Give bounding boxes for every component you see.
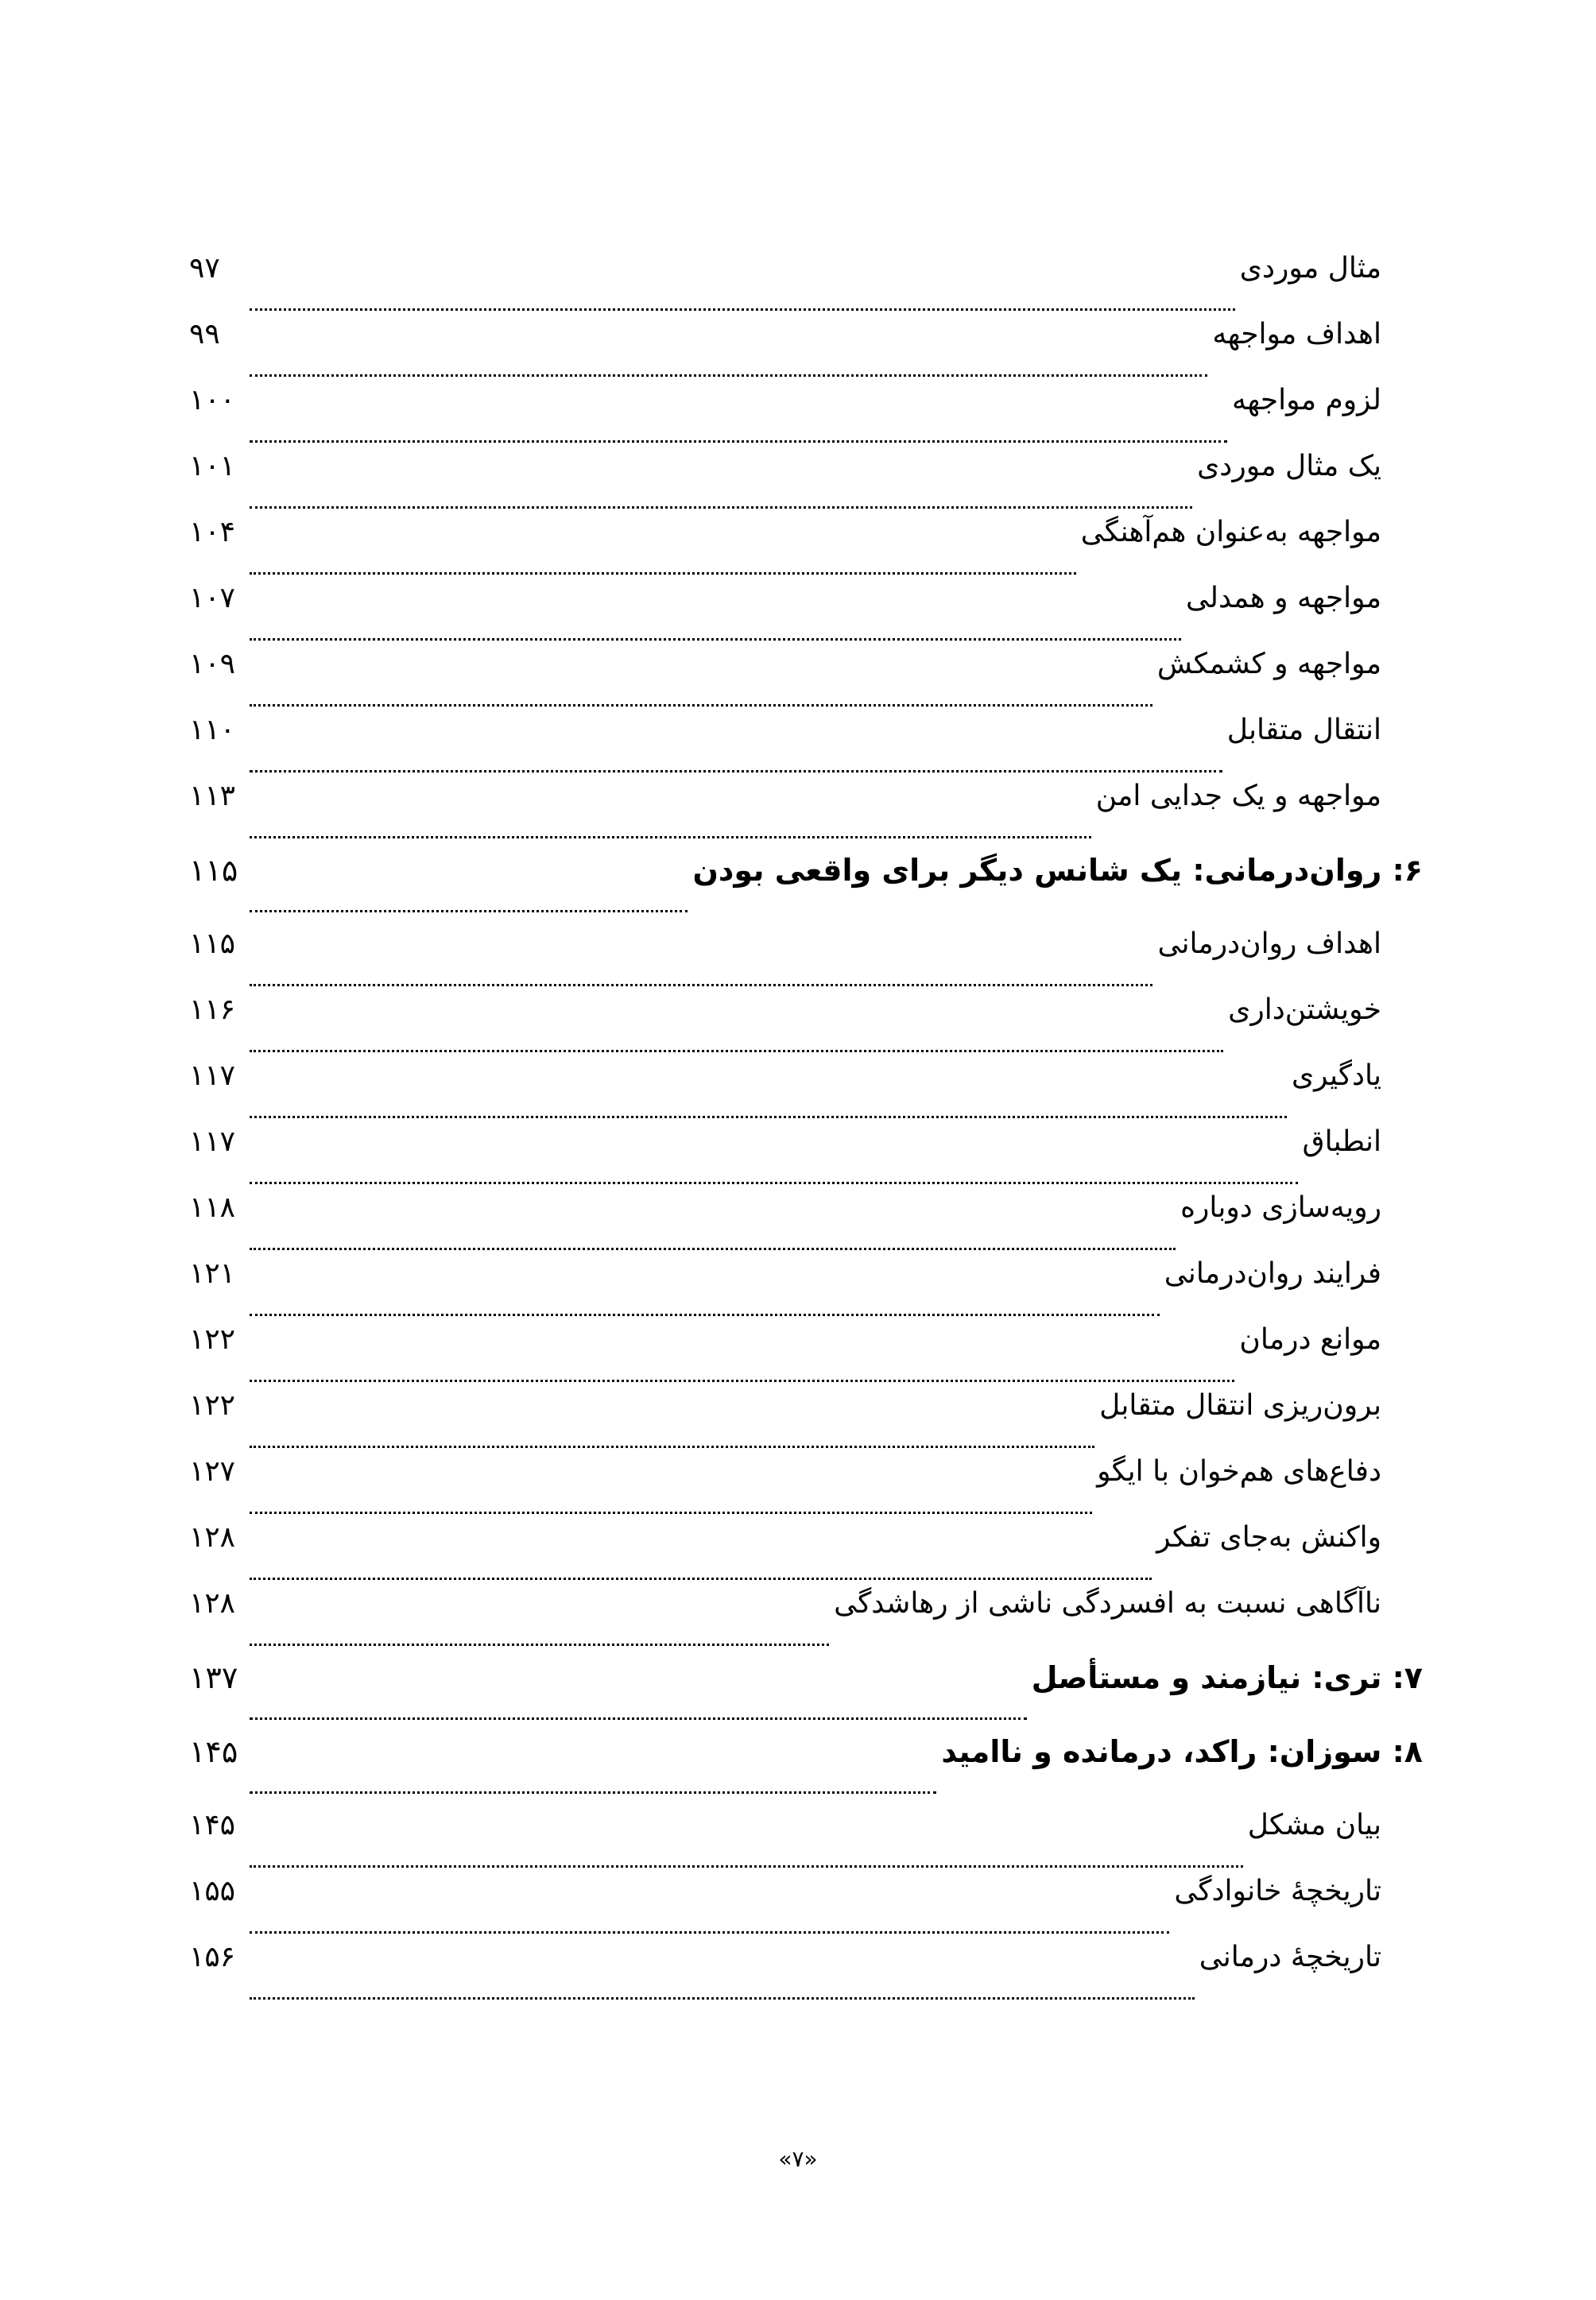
- toc-entry[interactable]: [189, 1390, 1423, 1456]
- toc-entry[interactable]: [189, 319, 1423, 385]
- toc-entry[interactable]: [189, 1060, 1423, 1126]
- toc-entry-page: ۱۰۰: [189, 384, 236, 416]
- toc-leader-dots: [250, 1314, 1160, 1316]
- toc-entry[interactable]: [189, 1456, 1423, 1522]
- toc-entry[interactable]: [189, 1258, 1423, 1324]
- toc-entry-page: ۱۲۲: [189, 1323, 236, 1356]
- toc-entry-title: فرایند روان‌درمانی: [1164, 1257, 1381, 1290]
- toc-leader-dots: [250, 506, 1192, 509]
- toc-entry-title: مواجهه و همدلی: [1186, 582, 1381, 614]
- toc-chapter-page: ۱۳۷: [189, 1660, 238, 1695]
- toc-chapter-page: ۱۴۵: [189, 1734, 238, 1769]
- toc-entry-title: تاریخچهٔ درمانی: [1199, 1941, 1381, 1973]
- toc-leader-dots: [250, 1578, 1152, 1580]
- toc-entry-title: دفاع‌های هم‌خوان با ایگو: [1097, 1455, 1381, 1488]
- toc-entry[interactable]: [189, 583, 1423, 649]
- toc-leader-dots: [250, 1644, 829, 1646]
- toc-leader-dots: [250, 1717, 1027, 1720]
- toc-entry-title: لزوم مواجهه: [1232, 384, 1381, 416]
- toc-entry-page: ۱۵۶: [189, 1941, 236, 1973]
- toc-entry[interactable]: [189, 928, 1423, 994]
- toc-entry-page: ۱۲۸: [189, 1587, 236, 1620]
- toc-entry[interactable]: [189, 1942, 1423, 2008]
- toc-entry[interactable]: [189, 1588, 1423, 1654]
- toc-leader-dots: [250, 704, 1152, 707]
- toc-entry-page: ۱۲۷: [189, 1455, 236, 1488]
- toc-entry-title: اهداف مواجهه: [1212, 318, 1381, 350]
- toc-chapter-entry[interactable]: [189, 1736, 1423, 1802]
- toc-entry-title: رویه‌سازی دوباره: [1180, 1191, 1381, 1224]
- toc-leader-dots: [250, 1248, 1176, 1250]
- toc-leader-dots: [250, 1380, 1234, 1382]
- toc-leader-dots: [250, 1865, 1243, 1868]
- toc-entry-page: ۱۱۳: [189, 780, 236, 812]
- toc-entry[interactable]: [189, 451, 1423, 517]
- toc-entry-page: ۱۱۷: [189, 1125, 236, 1158]
- toc-entry-title: بیان مشکل: [1247, 1809, 1381, 1841]
- toc-entry[interactable]: [189, 1324, 1423, 1390]
- toc-entry-title: انتقال متقابل: [1226, 714, 1381, 746]
- toc-leader-dots: [250, 1116, 1287, 1118]
- toc-entry[interactable]: [189, 1126, 1423, 1192]
- page-number: «۷»: [778, 2146, 818, 2172]
- toc-leader-dots: [250, 1997, 1195, 2000]
- toc-entry-title: ناآگاهی نسبت به افسردگی ناشی از رهاشدگی: [834, 1587, 1381, 1620]
- toc-entry-page: ۱۱۷: [189, 1059, 236, 1092]
- toc-chapter-page: ۱۱۵: [189, 853, 238, 888]
- toc-entry-page: ۹۹: [189, 318, 220, 350]
- toc-leader-dots: [250, 770, 1222, 772]
- toc-entry-page: ۱۱۶: [189, 993, 236, 1026]
- toc-chapter-entry[interactable]: [189, 854, 1423, 920]
- toc-chapter-title: ۶: روان‌درمانی: یک شانس دیگر برای واقعی بودن: [692, 853, 1423, 888]
- toc-leader-dots: [250, 440, 1227, 443]
- toc-entry-title: مواجهه به‌عنوان هم‌آهنگی: [1080, 516, 1381, 548]
- toc-entry[interactable]: [189, 714, 1423, 780]
- toc-entry-page: ۱۰۹: [189, 648, 236, 680]
- toc-entry-title: انطباق: [1302, 1125, 1381, 1158]
- toc-entry[interactable]: [189, 649, 1423, 714]
- toc-chapter-title: ۸: سوزان: راکد، درمانده و ناامید: [941, 1734, 1423, 1769]
- toc-entry-page: ۱۲۸: [189, 1521, 236, 1554]
- toc-entry[interactable]: [189, 994, 1423, 1060]
- toc-entry[interactable]: [189, 517, 1423, 583]
- toc-entry-title: برون‌ریزی انتقال متقابل: [1099, 1389, 1381, 1422]
- toc-leader-dots: [250, 374, 1207, 377]
- toc-entry-title: یک مثال موردی: [1197, 450, 1381, 482]
- toc-leader-dots: [250, 572, 1076, 575]
- toc-entry-page: ۹۷: [189, 252, 220, 285]
- toc-entry[interactable]: [189, 253, 1423, 319]
- toc-leader-dots: [250, 1512, 1092, 1514]
- toc-entry[interactable]: [189, 1522, 1423, 1588]
- toc-leader-dots: [250, 638, 1181, 641]
- toc-leader-dots: [250, 1446, 1094, 1448]
- toc-entry-page: ۱۴۵: [189, 1809, 236, 1841]
- toc-entry-title: یادگیری: [1291, 1059, 1381, 1092]
- toc-leader-dots: [250, 836, 1091, 838]
- toc-chapter-entry[interactable]: [189, 1662, 1423, 1728]
- toc-entry-page: ۱۰۱: [189, 450, 236, 482]
- toc-entry-title: مثال موردی: [1239, 252, 1381, 285]
- toc-leader-dots: [250, 1182, 1298, 1184]
- toc-chapter-title: ۷: تری: نیازمند و مستأصل: [1031, 1660, 1423, 1695]
- toc-entry-title: تاریخچهٔ خانوادگی: [1174, 1875, 1381, 1907]
- toc-leader-dots: [250, 1791, 936, 1794]
- toc-leader-dots: [250, 1050, 1223, 1052]
- toc-entry[interactable]: [189, 1810, 1423, 1876]
- toc-leader-dots: [250, 984, 1152, 986]
- toc-entry-title: موانع درمان: [1239, 1323, 1381, 1356]
- toc-leader-dots: [250, 308, 1235, 311]
- toc-entry-page: ۱۰۷: [189, 582, 236, 614]
- toc-entry-title: خویشتن‌داری: [1228, 993, 1381, 1026]
- toc-entry-page: ۱۵۵: [189, 1875, 236, 1907]
- toc-entry-page: ۱۲۱: [189, 1257, 236, 1290]
- toc-entry-page: ۱۰۴: [189, 516, 236, 548]
- toc-entry[interactable]: [189, 385, 1423, 451]
- toc-entry-page: ۱۲۲: [189, 1389, 236, 1422]
- toc-entry-title: مواجهه و کشمکش: [1156, 648, 1381, 680]
- toc-entry[interactable]: [189, 780, 1423, 846]
- toc-entry-page: ۱۱۸: [189, 1191, 236, 1224]
- toc-leader-dots: [250, 910, 688, 912]
- toc-entry[interactable]: [189, 1876, 1423, 1942]
- toc-entry-title: مواجهه و یک جدایی امن: [1095, 780, 1381, 812]
- toc-entry-page: ۱۱۵: [189, 927, 236, 960]
- toc-entry-title: واکنش به‌جای تفکر: [1156, 1521, 1381, 1554]
- toc-leader-dots: [250, 1931, 1169, 1934]
- toc-entry[interactable]: [189, 1192, 1423, 1258]
- toc-entry-page: ۱۱۰: [189, 714, 236, 746]
- toc-entry-title: اهداف روان‌درمانی: [1157, 927, 1381, 960]
- table-of-contents: [189, 253, 1423, 2008]
